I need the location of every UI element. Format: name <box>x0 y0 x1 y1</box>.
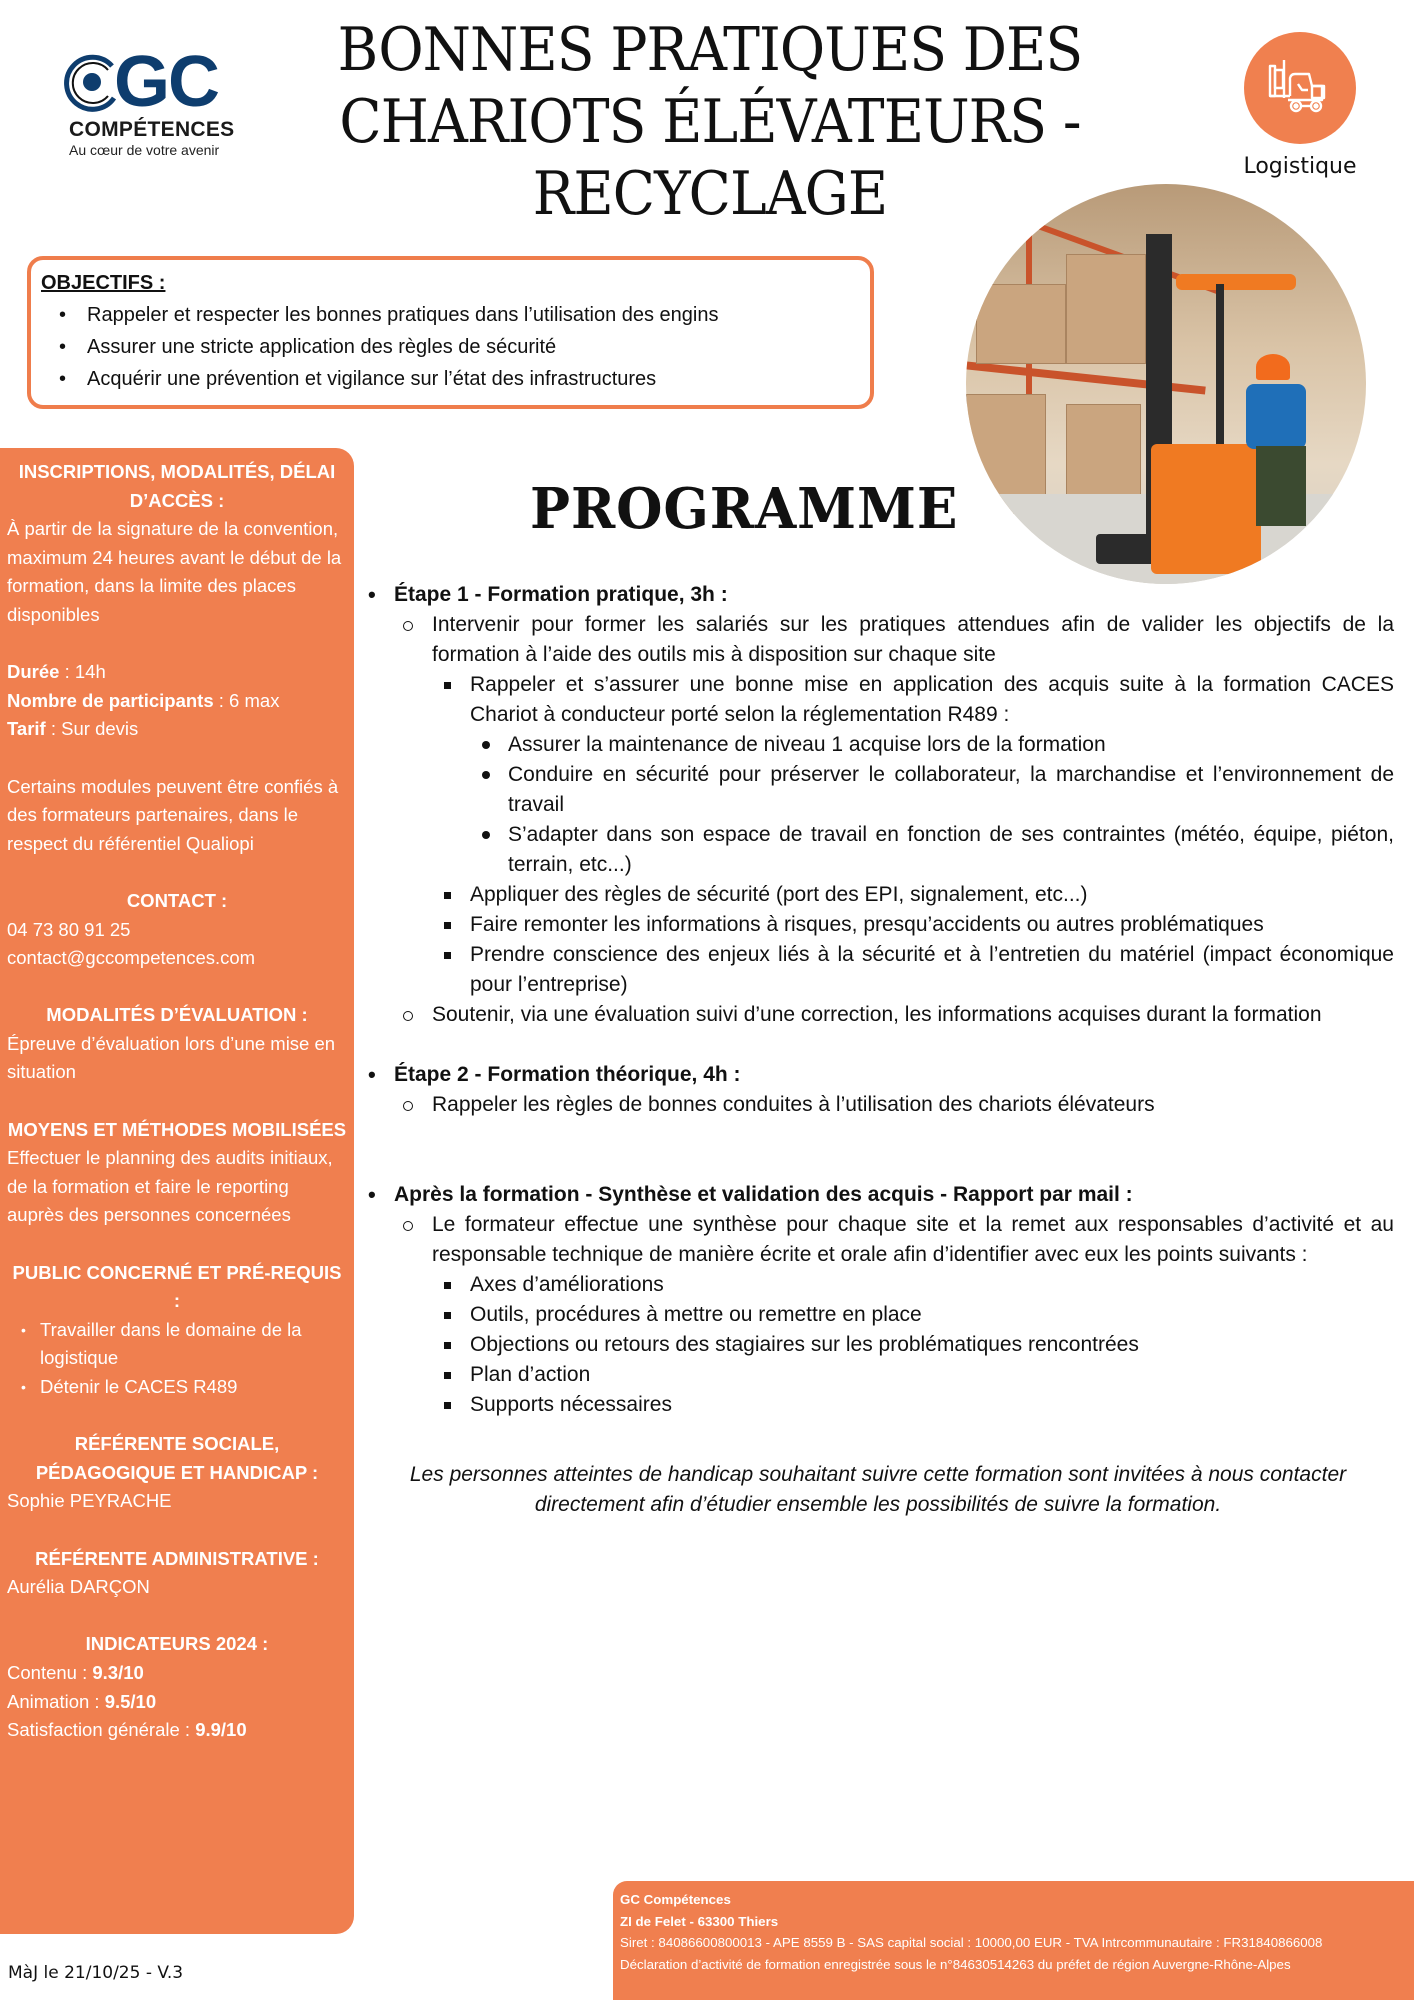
handicap-note: Les personnes atteintes de handicap souhaitant suivre cette formation sont invitées à nous contacter directement afin d’étudier ensemble les possibilités de suivre la formation. <box>409 1463 1347 1516</box>
contact-heading: CONTACT : <box>126 889 228 911</box>
objectives-list <box>41 299 860 395</box>
title-line: CHARIOTS ÉLÉVATEURS - <box>339 87 1081 157</box>
objectives-box <box>27 256 874 409</box>
operator-legs <box>1256 446 1306 526</box>
objectives-heading: OBJECTIFS : <box>41 272 166 294</box>
evaluation-text: Épreuve d’évaluation lors d’une mise en situation <box>7 1032 336 1083</box>
title-line: BONNES PRATIQUES DES <box>337 15 1083 85</box>
partners-text: Certains modules peuvent être confiés à des formateurs partenaires, dans le respect du référentiel Qualiopi <box>7 775 339 854</box>
price-value: : Sur devis <box>45 718 139 740</box>
indicator-row <box>7 1716 347 1745</box>
footer-address: ZI de Felet - 63300 Thiers <box>620 1913 779 1929</box>
step-2-item: Rappeler les règles de bonnes conduites à l’utilisation des chariots élévateurs <box>362 1090 1394 1120</box>
participants-value: : 6 max <box>213 689 280 711</box>
logo-letters: GC <box>114 42 218 122</box>
indicator-label: Satisfaction générale : <box>7 1719 196 1741</box>
duration-label: Durée <box>7 661 60 683</box>
prerequisites-list <box>7 1316 347 1402</box>
evaluation-heading: MODALITÉS D’ÉVALUATION : <box>46 1004 308 1026</box>
update-version: MàJ le 21/10/25 - V.3 <box>8 1963 184 1983</box>
indicator-value: 9.3/10 <box>92 1661 144 1683</box>
public-heading: PUBLIC CONCERNÉ ET PRÉ-REQUIS : <box>12 1261 342 1312</box>
admin-referent-heading: RÉFÉRENTE ADMINISTRATIVE : <box>35 1547 319 1569</box>
step-1-point: Conduire en sécurité pour préserver le collaborateur, la marchandise et l’environnement de travail <box>362 760 1394 820</box>
carton-stack <box>976 284 1066 364</box>
prerequisite-item: • Détenir le CACES R489 <box>7 1373 347 1402</box>
indicators-heading: INDICATEURS 2024 : <box>85 1633 269 1655</box>
title-line: RECYCLAGE <box>532 159 888 229</box>
step-1-point: Assurer la maintenance de niveau 1 acquise lors de la formation <box>362 730 1394 760</box>
carton-stack <box>1066 254 1146 364</box>
indicator-value: 9.9/10 <box>195 1719 247 1741</box>
step-1-subitem: Appliquer des règles de sécurité (port des EPI, signalement, etc...) <box>362 880 1394 910</box>
methods-text: Effectuer le planning des audits initiaux, de la formation et faire le reporting auprès des personnes concernées <box>7 1147 333 1226</box>
after-training-point: Supports nécessaires <box>362 1390 1394 1420</box>
step-1-subitem: Prendre conscience des enjeux liés à la sécurité et à l’entretien du matériel (impact économique pour l’entreprise) <box>362 940 1394 1000</box>
after-training-point: Axes d’améliorations <box>362 1270 1394 1300</box>
step-1-point: S’adapter dans son espace de travail en fonction de ses contraintes (météo, équipe, piéton, terrain, etc...) <box>362 820 1394 880</box>
footer-company: GC Compétences <box>620 1892 731 1907</box>
indicator-row <box>7 1659 347 1688</box>
contact-email[interactable]: contact@gccompetences.com <box>7 947 256 969</box>
after-training-point: Plan d’action <box>362 1360 1394 1390</box>
indicator-label: Contenu : <box>7 1661 93 1683</box>
social-referent-heading: RÉFÉRENTE SOCIALE, PÉDAGOGIQUE ET HANDICAP : <box>35 1433 319 1483</box>
methods-heading: MOYENS ET MÉTHODES MOBILISÉES <box>7 1118 347 1140</box>
objective-item: • Rappeler et respecter les bonnes pratiques dans l’utilisation des engins <box>51 299 860 331</box>
indicator-label: Animation : <box>7 1690 105 1712</box>
step-1-subitem: Rappeler et s’assurer une bonne mise en application des acquis suite à la formation CACES Chariot à conducteur porté selon la réglementation R489 : <box>362 670 1394 730</box>
step-1-title: • Étape 1 - Formation pratique, 3h : <box>362 580 1394 610</box>
footer-declaration: Déclaration d’activité de formation enregistrée sous le n°84630514263 du préfet de région Auvergne-Rhône-Alpes <box>620 1956 1291 1972</box>
after-training-point: Objections ou retours des stagiaires sur les problématiques rencontrées <box>362 1330 1394 1360</box>
step-1-subitem: Faire remonter les informations à risques, presqu’accidents ou autres problématiques <box>362 910 1394 940</box>
forklift-operator-photo <box>966 184 1366 584</box>
footer-legal: Siret : 84086600800013 - APE 8559 B - SAS capital social : 10000,00 EUR - TVA Intrcommunautaire : FR31840866008 <box>620 1935 1323 1950</box>
after-training-item: Le formateur effectue une synthèse pour chaque site et la remet aux responsables d’activité et au responsable technique de manière écrite et orale afin d’identifier avec eux les points suivants : <box>362 1210 1394 1270</box>
social-referent-name: Sophie PEYRACHE <box>7 1490 172 1512</box>
logo-tagline: Au cœur de votre avenir <box>69 142 220 158</box>
operator-helmet <box>1256 354 1290 380</box>
step-1-item: Intervenir pour former les salariés sur les pratiques attendues afin de valider les objectifs de la formation à l’aide des outils mis à disposition sur chaque site <box>362 610 1394 670</box>
step-2-title: • Étape 2 - Formation théorique, 4h : <box>362 1060 1394 1090</box>
category-badge <box>1244 32 1356 144</box>
inscriptions-heading: INSCRIPTIONS, MODALITÉS, DÉLAI D’ACCÈS : <box>18 461 336 511</box>
programme-heading: PROGRAMME <box>530 476 959 542</box>
duration-value: : 14h <box>59 661 106 683</box>
participants-row <box>7 687 347 716</box>
indicator-row <box>7 1688 347 1717</box>
inscriptions-text: À partir de la signature de la convention, maximum 24 heures avant le début de la formation, dans la limite des places disponibles <box>7 518 342 625</box>
logo-name: COMPÉTENCES <box>69 118 235 141</box>
step-1-item: Soutenir, via une évaluation suivi d’une correction, les informations acquises durant la formation <box>362 1000 1394 1030</box>
page-title <box>333 14 1087 230</box>
price-label: Tarif <box>7 718 46 740</box>
contact-phone[interactable]: 04 73 80 91 25 <box>7 918 131 940</box>
operator-jacket <box>1246 384 1306 449</box>
company-logo <box>64 42 244 162</box>
after-training-title: • Après la formation - Synthèse et validation des acquis - Rapport par mail : <box>362 1180 1394 1210</box>
objective-item: • Assurer une stricte application des règles de sécurité <box>51 331 860 363</box>
after-training-point: Outils, procédures à mettre ou remettre en place <box>362 1300 1394 1330</box>
prerequisite-item: • Travailler dans le domaine de la logistique <box>7 1316 347 1373</box>
forklift-body <box>1151 444 1261 574</box>
duration-row <box>7 658 347 687</box>
company-footer <box>613 1881 1414 2000</box>
forklift-icon <box>1264 52 1336 124</box>
admin-referent-name: Aurélia DARÇON <box>7 1576 150 1598</box>
indicator-value: 9.5/10 <box>104 1690 157 1712</box>
category-label: Logistique <box>1243 154 1357 179</box>
objective-item: • Acquérir une prévention et vigilance sur l’état des infrastructures <box>51 363 860 395</box>
forklift-pillar <box>1216 284 1224 454</box>
forklift-roof <box>1176 274 1296 290</box>
price-row <box>7 715 347 744</box>
info-sidebar <box>0 448 354 1934</box>
participants-label: Nombre de participants <box>7 689 214 711</box>
programme-content <box>362 580 1394 1520</box>
